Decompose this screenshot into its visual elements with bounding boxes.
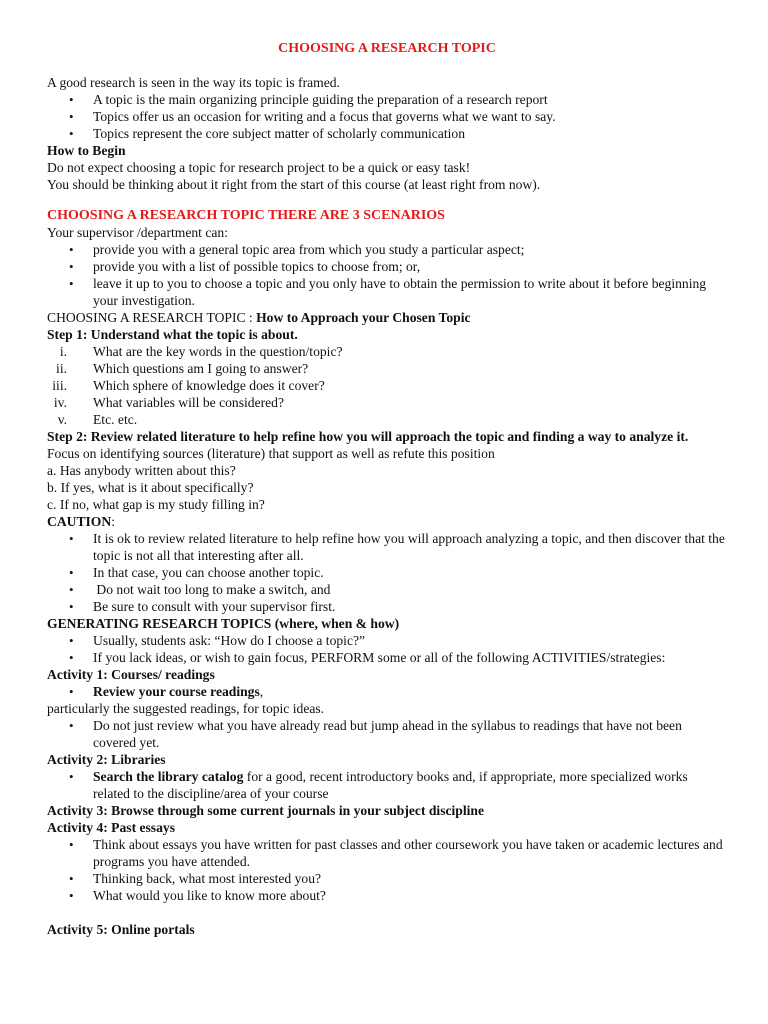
library-catalog-text: for a good, recent introductory books and, if appropriate, more specialized works related to the discipline/area of your course <box>93 769 688 801</box>
list-item: • In that case, you can choose another topic. <box>47 564 727 581</box>
list-item <box>47 360 727 377</box>
document-title: CHOOSING A RESEARCH TOPIC <box>278 41 496 56</box>
list-item: • It is ok to review related literature to help refine how you will approach analyzing a topic, and then discover that the topic is not all that interesting after all. <box>47 530 727 564</box>
intro-text: A good research is seen in the way its topic is framed. <box>47 75 340 90</box>
question-line: c. If no, what gap is my study filling in? <box>47 497 265 512</box>
list-item: • Topics represent the core subject matter of scholarly communication <box>47 125 727 142</box>
activity-1-bullet-list <box>47 717 727 751</box>
document-page <box>47 40 727 938</box>
list-item <box>47 683 727 700</box>
step-1-heading: Step 1: Understand what the topic is about. <box>47 327 298 342</box>
approach-heading <box>47 309 727 326</box>
list-item: • A topic is the main organizing principle guiding the preparation of a research report <box>47 91 727 108</box>
activity-2-heading: Activity 2: Libraries <box>47 752 166 767</box>
activity-1-heading: Activity 1: Courses/ readings <box>47 667 215 682</box>
list-text: What variables will be considered? <box>93 395 284 410</box>
scenarios-heading: CHOOSING A RESEARCH TOPIC THERE ARE 3 SCENARIOS <box>47 208 445 223</box>
list-item: • If you lack ideas, or wish to gain focus, PERFORM some or all of the following ACTIVITIES/strategies: <box>47 649 727 666</box>
caution-bullet-list <box>47 530 727 615</box>
activity-3-heading: Activity 3: Browse through some current journals in your subject discipline <box>47 803 485 818</box>
list-number: iv. <box>53 395 67 410</box>
list-number: v. <box>57 412 67 427</box>
list-item <box>47 394 727 411</box>
approach-heading-suffix: How to Approach your Chosen Topic <box>256 310 471 325</box>
list-item <box>47 768 727 802</box>
approach-heading-prefix: CHOOSING A RESEARCH TOPIC : <box>47 310 257 325</box>
begin-line: Do not expect choosing a topic for research project to be a quick or easy task! <box>47 160 471 175</box>
list-item: • Be sure to consult with your supervisor first. <box>47 598 727 615</box>
list-text: Etc. etc. <box>93 412 138 427</box>
activity-4-heading: Activity 4: Past essays <box>47 820 175 835</box>
caution-colon: : <box>111 514 115 529</box>
activity-2-bullet-list <box>47 768 727 802</box>
list-item <box>47 377 727 394</box>
list-item: • provide you with a general topic area from which you study a particular aspect; <box>47 241 727 258</box>
list-item: • provide you with a list of possible topics to choose from; or, <box>47 258 727 275</box>
list-text: Which sphere of knowledge does it cover? <box>93 378 325 393</box>
question-line: a. Has anybody written about this? <box>47 463 236 478</box>
list-number: ii. <box>56 361 67 376</box>
activity-4-bullet-list <box>47 836 727 904</box>
activity-1-bold-list <box>47 683 727 700</box>
generating-heading-prefix: GENERATING RESEARCH TOPICS <box>47 616 275 631</box>
list-number: i. <box>59 344 67 359</box>
list-number: iii. <box>52 378 67 393</box>
step-2-heading: Step 2: Review related literature to help refine how you will approach the topic and finding a way to analyze it. <box>47 429 689 444</box>
caution-heading <box>47 513 727 530</box>
library-catalog-label: Search the library catalog <box>93 769 244 784</box>
caution-label: CAUTION <box>47 514 112 529</box>
list-item <box>47 343 727 360</box>
list-text: Which questions am I going to answer? <box>93 361 309 376</box>
list-item: • What would you like to know more about? <box>47 887 727 904</box>
review-readings-comma: , <box>259 684 264 699</box>
list-item <box>47 411 727 428</box>
intro-bullet-list <box>47 91 727 142</box>
question-line: b. If yes, what is it about specifically? <box>47 480 254 495</box>
spacer <box>47 904 727 921</box>
list-item: • leave it up to you to choose a topic and you only have to obtain the permission to write about it before beginning your investigation. <box>47 275 727 309</box>
activity-5-heading: Activity 5: Online portals <box>47 922 195 937</box>
list-item: • Topics offer us an occasion for writing and a focus that governs what we want to say. <box>47 108 727 125</box>
list-item: • Thinking back, what most interested you? <box>47 870 727 887</box>
list-item: • Usually, students ask: “How do I choose a topic?” <box>47 632 727 649</box>
list-item: • Do not just review what you have already read but jump ahead in the syllabus to readings that have not been covered yet. <box>47 717 727 751</box>
begin-line: You should be thinking about it right from the start of this course (at least right from now). <box>47 177 541 192</box>
generating-heading <box>47 615 727 632</box>
list-item: • Think about essays you have written for past classes and other coursework you have taken or academic lectures and programs you have attended. <box>47 836 727 870</box>
list-item: • Do not wait too long to make a switch, and <box>47 581 727 598</box>
review-readings-label: Review your course readings <box>93 684 260 699</box>
how-to-begin-heading: How to Begin <box>47 143 126 158</box>
activity-1-text: particularly the suggested readings, for topic ideas. <box>47 701 325 716</box>
focus-line: Focus on identifying sources (literature) that support as well as refute this position <box>47 446 495 461</box>
scenario-bullet-list <box>47 241 727 309</box>
generating-heading-suffix: (where, when & how) <box>274 616 400 631</box>
list-text: What are the key words in the question/topic? <box>93 344 343 359</box>
generating-bullet-list <box>47 632 727 666</box>
step-1-list <box>47 343 727 428</box>
supervisor-line: Your supervisor /department can: <box>47 225 228 240</box>
